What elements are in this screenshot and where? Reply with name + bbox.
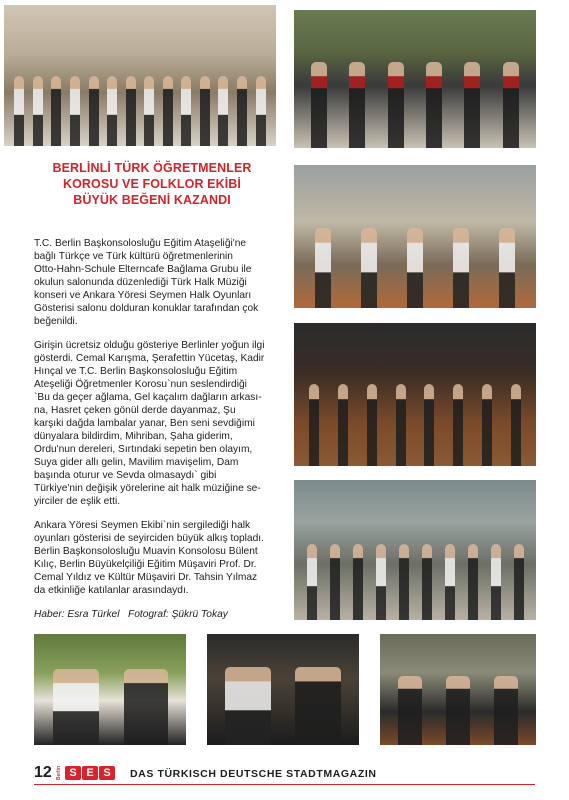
photo-stage-performers: [294, 323, 536, 466]
page-footer: [0, 762, 569, 788]
paragraph-text: Girişin ücretsiz olduğu gösteriye Berlinler yoğun ilgi gösterdi. Cemal Karışma, Şerafettin Yücetaş, Kadir Hınçal ve T.C. Berlin Başkonsolosluğu Eğitim Ateşeliği Öğretmenler Korosu`nun seslendirdiği `Bu da geçer ağlama, Gel kaçalım dağların arkası- na, Hasret çeken gönül derde dayanmaz, Şu karşıki dağda lambalar yanar, Ben seni sevdiğimi dünyalara bildirdim, Mihriban, Şaha giderim, Ordu'nun dereleri, Sırtındaki sepetin ben olayım, Suya gider allı gelin, Mavilim mavişelim, Dam başında oturur ve Sevda olmasaydı` gibi Türkiye'nin değişik yörelerine ait halk müziğine se- yirciler de eşlik etti.: [34, 340, 265, 507]
photo-baglama-players: [294, 165, 536, 308]
article-paragraph-3: [34, 519, 276, 597]
paragraph-text: T.C. Berlin Başkonsolosluğu Eğitim Ataşeliği'ne bağlı Türkçe ve Türk kültürü öğretmenlerinin Otto-Hahn-Schule Elterncafe Bağlama Grubu ile okulun salonunda düzenlediği Türk Halk Müziği konseri ve Ankara Yöresi Seymen Halk Oyunları Gösterisi salonu dolduran konuklar tarafından çok beğenildi.: [34, 238, 259, 327]
photo-officials-group: [294, 480, 536, 620]
photo-couple-portrait: [34, 634, 186, 745]
headline-line-1: BERLİNLİ TÜRK ÖĞRETMENLER: [52, 161, 252, 175]
photo-seated-guests: [380, 634, 536, 745]
photo-choir-group: [4, 5, 276, 146]
magazine-name: DAS TÜRKISCH DEUTSCHE STADTMAGAZIN: [130, 768, 377, 780]
article-paragraph-1: [34, 237, 276, 328]
logo-letter-3: S: [99, 766, 115, 780]
logo-prefix: Berlin: [56, 765, 62, 781]
photo-seymen-dancers: [294, 10, 536, 148]
article-headline: [40, 160, 264, 208]
logo-letter-2: E: [82, 766, 98, 780]
page-number: 12: [34, 764, 52, 781]
headline-line-3: BÜYÜK BEĞENİ KAZANDI: [73, 193, 231, 207]
logo-letter-1: S: [65, 766, 81, 780]
article-credit: Haber: Esra Türkel Fotograf: Şükrü Tokay: [34, 609, 228, 620]
headline-line-2: KOROSU VE FOLKLOR EKİBİ: [62, 177, 241, 191]
magazine-logo: [56, 766, 115, 780]
footer-divider: [34, 784, 535, 785]
photo-two-women-portrait: [207, 634, 359, 745]
paragraph-text: Ankara Yöresi Seymen Ekibi`nin sergilediği halk oyunları gösterisi de seyirciden büyük alkış topladı. Berlin Başkonsolosluğu Muavin Konsolosu Bülent Kılıç, Berlin Büyükelçiliği Eğitim Müşaviri Prof. Dr. Cemal Yıldız ve Kültür Müşaviri Dr. Tahsin Yılmaz da etkinliğe katılanlar arasındaydı.: [34, 520, 264, 596]
article-paragraph-2: [34, 339, 276, 508]
